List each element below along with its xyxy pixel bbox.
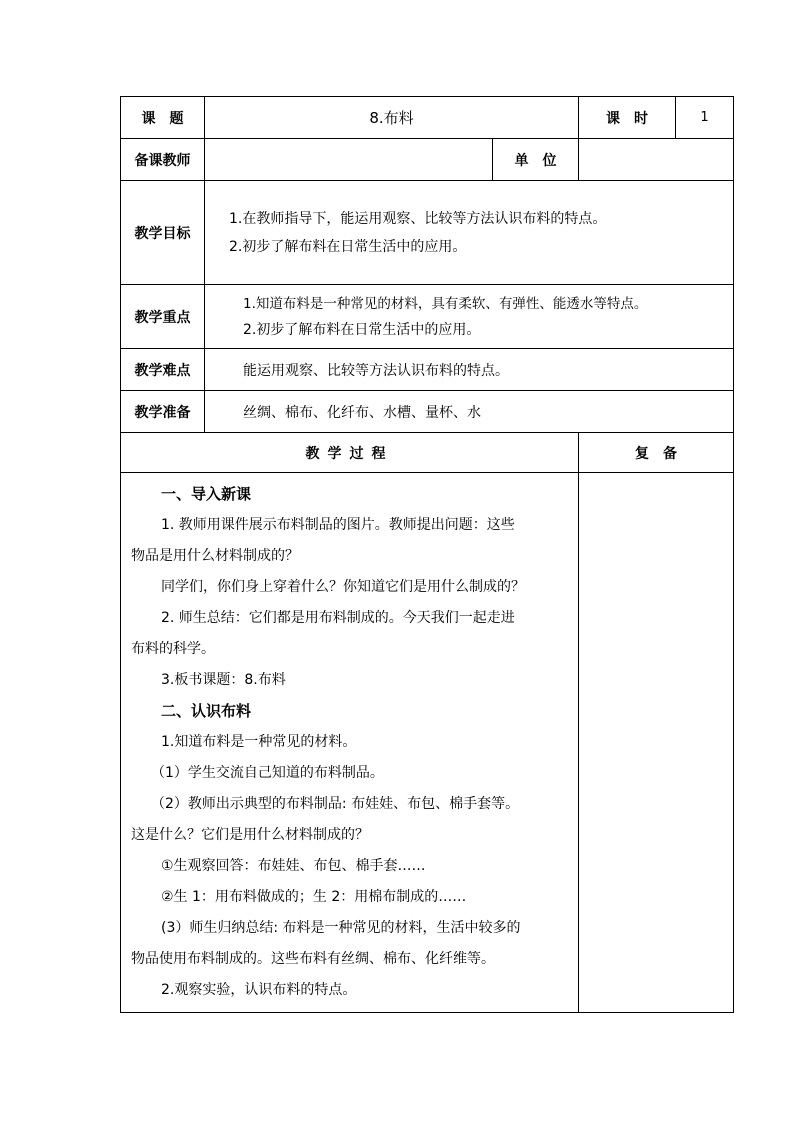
process-paragraph: （2）教师出示典型的布料制品: 布娃娃、布包、棉手套等。: [151, 796, 520, 812]
process-content: [121, 473, 579, 1013]
preparation-row: [121, 391, 734, 433]
key-points-label: 教学重点: [121, 285, 205, 349]
key-point-item: 1.知道布料是一种常见的材料，具有柔软、有弹性、能透水等特点。: [243, 295, 648, 312]
process-paragraph: 物品使用布料制成的。这些布料有丝绸、棉布、化纤维等。: [131, 951, 495, 967]
process-paragraph: 物品是用什么材料制成的？: [131, 548, 299, 564]
process-paragraph: 布料的科学。: [131, 641, 215, 657]
key-points-content: [205, 285, 734, 349]
process-paragraph: 3.板书课题：8.布料: [161, 672, 286, 688]
preparation-label: 教学准备: [121, 391, 205, 433]
goal-item: 2.初步了解布料在日常生活中的应用。: [229, 238, 467, 255]
process-paragraph: （1）学生交流自己知道的布料制品。: [151, 765, 384, 781]
preparation-text: 丝绸、棉布、化纤布、水槽、量杯、水: [205, 391, 734, 433]
section-title: 一、导入新课: [161, 485, 252, 503]
process-header-row: [121, 433, 734, 473]
process-header-right: 复 备: [579, 433, 734, 473]
key-points-row: [121, 285, 734, 349]
teacher-value: [205, 139, 493, 181]
process-header-left: 教学过程: [121, 433, 579, 473]
key-point-item: 2.初步了解布料在日常生活中的应用。: [243, 321, 481, 338]
process-paragraph: 2. 师生总结：它们都是用布料制成的。今天我们一起走进: [161, 610, 515, 626]
difficulty-row: [121, 349, 734, 391]
topic-value: 8.布料: [205, 97, 579, 139]
period-value: 1: [676, 97, 734, 139]
goals-row: [121, 181, 734, 285]
process-paragraph: 1. 教师用课件展示布料制品的图片。教师提出问题：这些: [161, 517, 515, 533]
process-paragraph: ②生 1：用布料做成的；生 2：用棉布制成的……: [161, 889, 467, 905]
review-notes-cell: [579, 473, 734, 1013]
unit-value: [579, 139, 734, 181]
process-body-row: [121, 473, 734, 1013]
topic-row: [121, 97, 734, 139]
goal-item: 1.在教师指导下，能运用观察、比较等方法认识布料的特点。: [229, 210, 607, 227]
process-paragraph: 1.知道布料是一种常见的材料。: [161, 734, 357, 750]
process-paragraph: ①生观察回答：布娃娃、布包、棉手套……: [161, 858, 426, 874]
teacher-label: 备课教师: [121, 139, 205, 181]
difficulty-text: 能运用观察、比较等方法认识布料的特点。: [205, 349, 734, 391]
process-paragraph: 2.观察实验，认识布料的特点。: [161, 982, 357, 998]
topic-label: 课 题: [121, 97, 205, 139]
section-title: 二、认识布料: [161, 702, 252, 720]
goals-content: [205, 181, 734, 285]
process-paragraph: 这是什么？它们是用什么材料制成的？: [131, 827, 369, 843]
difficulty-label: 教学难点: [121, 349, 205, 391]
period-label: 课 时: [579, 97, 676, 139]
process-paragraph: (3）师生归纳总结: 布料是一种常见的材料，生活中较多的: [161, 920, 521, 936]
goals-label: 教学目标: [121, 181, 205, 285]
process-paragraph: 同学们，你们身上穿着什么？你知道它们是用什么制成的？: [161, 579, 525, 595]
lesson-plan-table: [120, 96, 734, 1013]
teacher-row: [121, 139, 734, 181]
unit-label: 单 位: [493, 139, 579, 181]
